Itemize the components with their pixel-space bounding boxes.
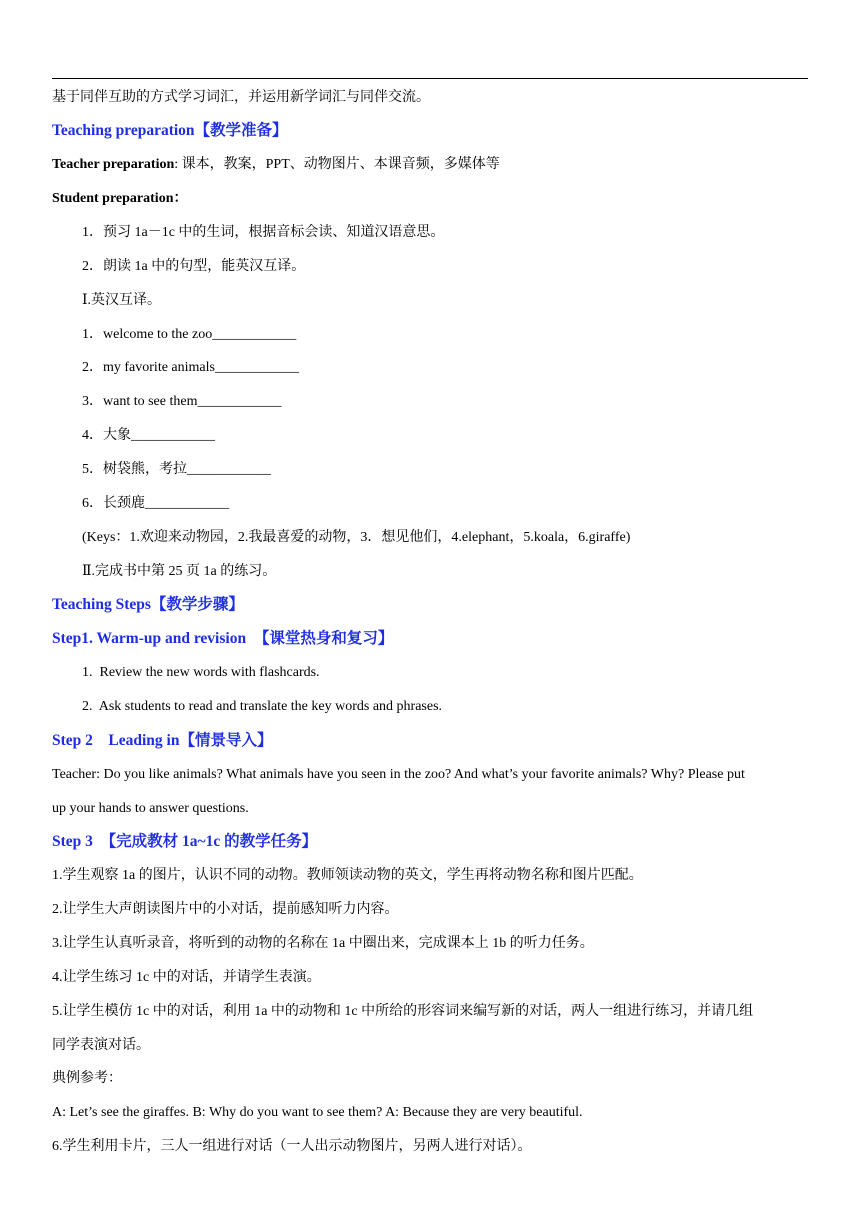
prep-item: 1．预习 1a－1c 中的生词，根据音标会读、知道汉语意思。 [82,225,445,240]
step3-heading: Step 3 【完成教材 1a~1c 的教学任务】 [52,833,318,850]
teaching-preparation-heading: Teaching preparation【教学准备】 [52,122,288,139]
part1-title: Ⅰ.英汉互译。 [82,293,162,308]
step1-item: 1. Review the new words with flashcards. [82,665,320,680]
exercise-item: 4．大象____________ [82,428,215,443]
step1-item: 2. Ask students to read and translate the key words and phrases. [82,699,443,714]
prep-item: 2．朗读 1a 中的句型，能英汉互译。 [82,259,306,274]
step3-item: 6.学生利用卡片，三人一组进行对话（一人出示动物图片，另两人进行对话）。 [52,1139,532,1154]
example-dialogue: A: Let’s see the giraffes. B: Why do you want to see them? A: Because they are very beautiful. [52,1105,583,1120]
step2-text: up your hands to answer questions. [52,801,249,816]
teaching-steps-heading: Teaching Steps【教学步骤】 [52,596,244,613]
teacher-preparation-line [52,156,500,174]
exercise-item: 3．want to see them____________ [82,394,282,409]
step3-item: 5.让学生模仿 1c 中的对话，利用 1a 中的动物和 1c 中所给的形容词来编写新的对话，两人一组进行练习，并请几组 [52,1004,754,1019]
part2-title: Ⅱ.完成书中第 25 页 1a 的练习。 [82,564,277,579]
teacher-preparation-text: : 课本，教案，PPT、动物图片、本课音频，多媒体等 [174,157,500,172]
example-label: 典例参考： [52,1071,122,1086]
step3-item: 4.让学生练习 1c 中的对话，并请学生表演。 [52,970,321,985]
exercise-item: 5．树袋熊，考拉____________ [82,462,271,477]
intro-text: 基于同伴互助的方式学习词汇，并运用新学词汇与同伴交流。 [52,90,430,105]
step2-text: Teacher: Do you like animals? What animals have you seen in the zoo? And what’s your favorite animals? Why? Please put [52,767,745,782]
step1-heading: Step1. Warm-up and revision 【课堂热身和复习】 [52,630,394,647]
exercise-item: 2．my favorite animals____________ [82,360,299,375]
exercise-item: 1．welcome to the zoo____________ [82,327,297,342]
student-preparation-label: Student preparation： [52,191,188,206]
step3-item: 3.让学生认真听录音，将听到的动物的名称在 1a 中圈出来，完成课本上 1b 的听力任务。 [52,936,594,951]
exercise-item: 6．长颈鹿____________ [82,496,229,511]
step3-item: 同学表演对话。 [52,1038,150,1053]
step3-item: 2.让学生大声朗读图片中的小对话，提前感知听力内容。 [52,902,399,917]
teacher-preparation-label: Teacher preparation [52,157,175,172]
step3-item: 1.学生观察 1a 的图片，认识不同的动物。教师领读动物的英文，学生再将动物名称和图片匹配。 [52,868,643,883]
step2-heading: Step 2 Leading in【情景导入】 [52,732,273,749]
answer-keys: (Keys：1.欢迎来动物园，2.我最喜爱的动物，3．想见他们，4.elephant，5.koala，6.giraffe) [82,530,631,545]
header-rule [52,78,808,79]
